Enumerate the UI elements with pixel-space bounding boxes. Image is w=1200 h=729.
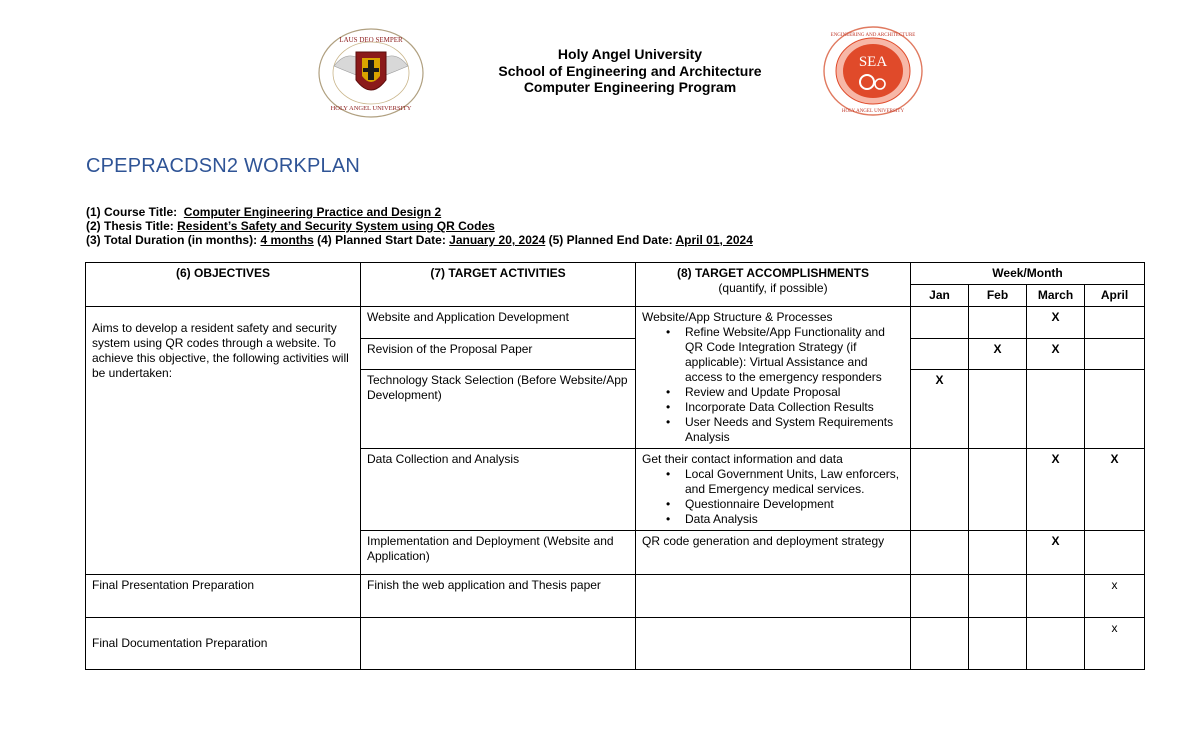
start-date-value: January 20, 2024 xyxy=(449,233,546,247)
mark-cell xyxy=(1085,370,1145,449)
duration-line: (3) Total Duration (in months): 4 months (4) Planned Start Date: January 20, 2024 (5) Planned End Date: April 01, 2024 xyxy=(86,233,753,247)
list-item: • User Needs and System Requirements Analysis xyxy=(685,415,904,445)
objective-main: Aims to develop a resident safety and security system using QR codes through a website. To achieve this objective, the following activities will be undertaken: xyxy=(86,307,361,575)
mark-cell: X xyxy=(911,370,969,449)
thesis-title-line: (2) Thesis Title: Resident’s Safety and Security System using QR Codes xyxy=(86,219,495,233)
svg-text:SEA: SEA xyxy=(858,54,888,70)
mark-cell xyxy=(1027,370,1085,449)
activity-cell: Finish the web application and Thesis paper xyxy=(361,575,636,618)
mark-cell xyxy=(911,449,969,531)
mark-cell: X xyxy=(1085,449,1145,531)
objective-cell: Final Documentation Preparation xyxy=(86,618,361,670)
program-name: Computer Engineering Program xyxy=(523,79,737,95)
objective-cell: Final Presentation Preparation xyxy=(86,575,361,618)
svg-text:LAUS DEO SEMPER: LAUS DEO SEMPER xyxy=(339,36,403,44)
list-item: • Review and Update Proposal xyxy=(685,385,904,400)
list-item: • Questionnaire Development xyxy=(685,497,904,512)
list-item: • Incorporate Data Collection Results xyxy=(685,400,904,415)
svg-text:ENGINEERING AND ARCHITECTURE: ENGINEERING AND ARCHITECTURE xyxy=(830,33,916,38)
table-header-row xyxy=(86,263,1145,285)
mark-cell xyxy=(969,531,1027,575)
mark-cell xyxy=(911,531,969,575)
mark-cell xyxy=(1085,338,1145,370)
mark-cell xyxy=(1027,575,1085,618)
school-name: School of Engineering and Architecture xyxy=(498,62,762,79)
mark-cell xyxy=(1085,307,1145,339)
duration-value: 4 months xyxy=(260,233,314,247)
accomplishments-header: (8) TARGET ACCOMPLISHMENTS (quantify, if possible) xyxy=(636,263,911,307)
mark-cell xyxy=(969,370,1027,449)
mark-cell: X xyxy=(1027,449,1085,531)
workplan-table xyxy=(85,262,1145,670)
activity-cell: Data Collection and Analysis xyxy=(361,449,636,531)
mark-cell: X xyxy=(969,338,1027,370)
activity-cell: Revision of the Proposal Paper xyxy=(361,338,636,370)
holy-angel-university-logo xyxy=(318,28,424,118)
mark-cell xyxy=(969,307,1027,339)
mark-cell xyxy=(911,575,969,618)
university-name: Holy Angel University xyxy=(557,46,703,62)
activity-cell xyxy=(361,618,636,670)
mark-cell xyxy=(1027,618,1085,670)
table-row xyxy=(86,575,1145,618)
month-march: March xyxy=(1027,285,1085,307)
mark-cell: X xyxy=(1027,307,1085,339)
mark-cell xyxy=(1085,531,1145,575)
accomplishment-cell xyxy=(636,618,911,670)
mark-cell: X xyxy=(1027,338,1085,370)
mark-cell xyxy=(911,618,969,670)
accomplishment-cell: Website/App Structure & Processes • Refine Website/App Functionality and QR Code Integration Strategy (if applicable): Virtual Assistance and access to the emergency responders • Review and Update Proposal • Incorporate Data Collection Results • User Needs and System Requirements Analysis xyxy=(636,307,911,449)
list-item: • Data Analysis xyxy=(685,512,904,527)
page-title: CPEPRACDSN2 WORKPLAN xyxy=(86,155,361,177)
mark-cell: x xyxy=(1085,618,1145,670)
sea-logo xyxy=(823,26,923,116)
mark-cell xyxy=(969,575,1027,618)
month-jan: Jan xyxy=(911,285,969,307)
accomplishment-cell: QR code generation and deployment strategy xyxy=(636,531,911,575)
svg-text:HOLY ANGEL UNIVERSITY: HOLY ANGEL UNIVERSITY xyxy=(841,109,905,114)
accomplishment-cell: Get their contact information and data • Local Government Units, Law enforcers, and Emergency medical services. • Questionnaire Development • Data Analysis xyxy=(636,449,911,531)
objectives-header: (6) OBJECTIVES xyxy=(86,263,361,307)
mark-cell xyxy=(911,307,969,339)
month-feb: Feb xyxy=(969,285,1027,307)
course-title-line: (1) Course Title: Computer Engineering Practice and Design 2 xyxy=(86,205,442,219)
mark-cell: X xyxy=(1027,531,1085,575)
activity-cell: Implementation and Deployment (Website and Application) xyxy=(361,531,636,575)
activity-cell: Website and Application Development xyxy=(361,307,636,339)
svg-text:HOLY ANGEL UNIVERSITY: HOLY ANGEL UNIVERSITY xyxy=(330,105,412,112)
end-date-value: April 01, 2024 xyxy=(675,233,753,247)
mark-cell xyxy=(969,618,1027,670)
list-item: • Local Government Units, Law enforcers, and Emergency medical services. xyxy=(685,467,904,497)
mark-cell xyxy=(911,338,969,370)
thesis-title-value: Resident’s Safety and Security System using QR Codes xyxy=(177,219,495,233)
accomplishment-cell xyxy=(636,575,911,618)
institution-header xyxy=(430,46,830,96)
activity-cell: Technology Stack Selection (Before Website/App Development) xyxy=(361,370,636,449)
course-title-value: Computer Engineering Practice and Design 2 xyxy=(183,205,442,219)
table-row xyxy=(86,618,1145,670)
mark-cell xyxy=(969,449,1027,531)
course-info xyxy=(86,205,753,247)
list-item: • Refine Website/App Functionality and QR Code Integration Strategy (if applicable): Virtual Assistance and access to the emergency responders xyxy=(685,325,904,385)
month-april: April xyxy=(1085,285,1145,307)
mark-cell: x xyxy=(1085,575,1145,618)
table-row xyxy=(86,307,1145,339)
activities-header: (7) TARGET ACTIVITIES xyxy=(361,263,636,307)
weekmonth-header: Week/Month xyxy=(911,263,1145,285)
